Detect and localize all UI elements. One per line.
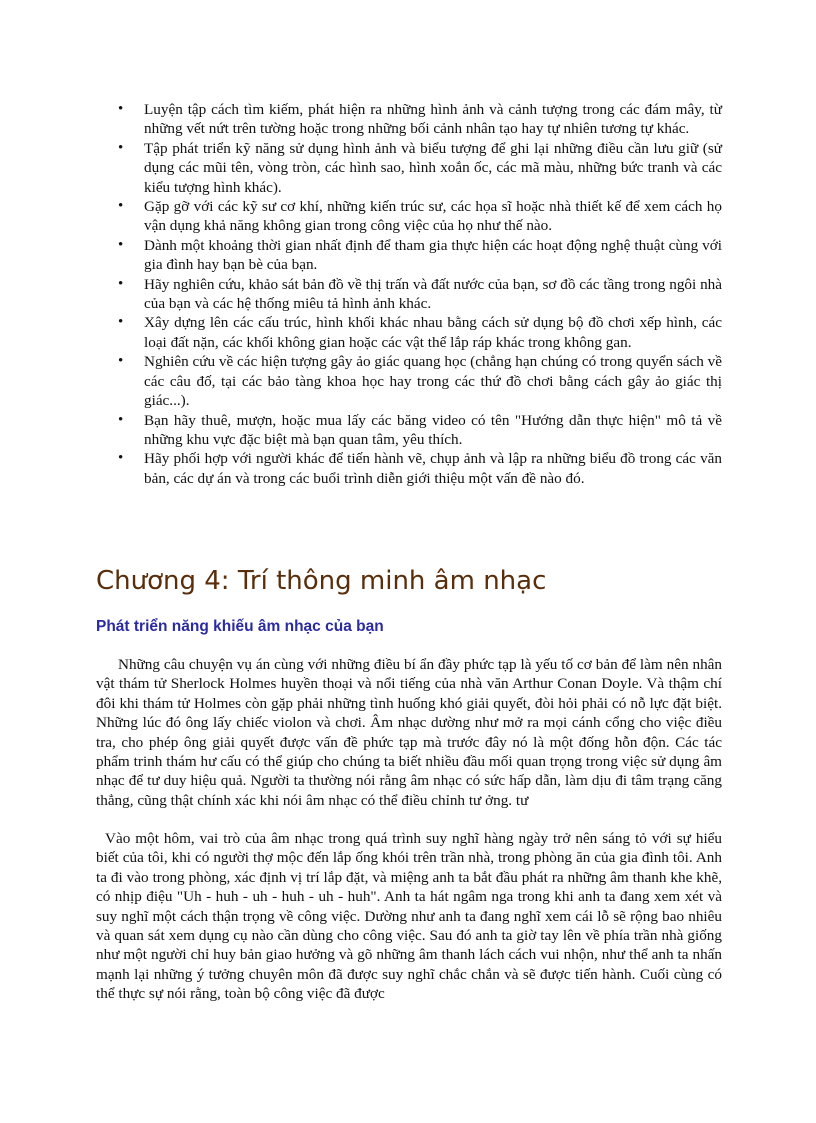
bullet-item: • Nghiên cứu về các hiện tượng gây ảo giác quang học (chẳng hạn chúng có trong quyển sách về các câu đố, tại các bảo tàng khoa học hay trong các thứ đồ chơi bằng cách gây ảo giác thị giác...). <box>118 352 722 410</box>
bullet-item: • Gặp gỡ với các kỹ sư cơ khí, những kiến trúc sư, các họa sĩ hoặc nhà thiết kế để xem cách họ vận dụng khả năng không gian trong công việc của họ như thế nào. <box>118 197 722 236</box>
tips-bullet-list <box>118 100 722 488</box>
bullet-item: • Hãy nghiên cứu, khảo sát bản đồ về thị trấn và đất nước của bạn, sơ đồ các tầng trong ngôi nhà của bạn và các hệ thống miêu tả hình ảnh khác. <box>118 275 722 314</box>
bullet-item: • Luyện tập cách tìm kiếm, phát hiện ra những hình ảnh và cảnh tượng trong các đám mây, từ những vết nứt trên tường hoặc trong những bối cảnh nhân tạo hay tự nhiên tương tự khác. <box>118 100 722 139</box>
bullet-item: • Hãy phối hợp với người khác để tiến hành vẽ, chụp ảnh và lập ra những biểu đồ trong các văn bản, các dự án và trong các buổi trình diễn giới thiệu một vấn đề nào đó. <box>118 449 722 488</box>
bullet-item: • Tập phát triển kỹ năng sử dụng hình ảnh và biểu tượng để ghi lại những điều cần lưu giữ (sử dụng các mũi tên, vòng tròn, các hình sao, hình xoắn ốc, các mã màu, những bức tranh và các kiểu tượng hình khác). <box>118 139 722 197</box>
chapter-title: Chương 4: Trí thông minh âm nhạc <box>96 566 547 596</box>
section-title: Phát triển năng khiếu âm nhạc của bạn <box>96 618 384 635</box>
bullet-item: • Bạn hãy thuê, mượn, hoặc mua lấy các băng video có tên "Hướng dẫn thực hiện" mô tả về những khu vực đặc biệt mà bạn quan tâm, yêu thích. <box>118 411 722 450</box>
bullet-item: • Dành một khoảng thời gian nhất định để tham gia thực hiện các hoạt động nghệ thuật cùng với gia đình hay bạn bè của bạn. <box>118 236 722 275</box>
body-paragraph: Vào một hôm, vai trò của âm nhạc trong quá trình suy nghĩ hàng ngày trở nên sáng tỏ với sự hiểu biết của tôi, khi có người thợ mộc đến lắp ống khói trên trần nhà, trong phòng ăn của gia đình tôi. Anh ta đi vào trong phòng, xác định vị trí lắp đặt, và miệng anh ta bắt đầu phát ra những âm thanh khe khẽ, có nhịp điệu "Uh - huh - uh - huh - uh - huh". Anh ta hát ngâm nga trong khi anh ta đang xem xét và suy nghĩ một cách thận trọng về công việc. Dường như anh ta đang nghĩ xem cái lỗ sẽ rộng bao nhiêu và quan sát xem dụng cụ nào cần dùng cho công việc. Sau đó anh ta giờ tay lên về phía trần nhà giống như một người chỉ huy bản giao hưởng và gõ những âm thanh lách cách vui nhộn, như thể anh ta nhấn mạnh lại những ý tưởng chuyên môn đã được suy nghĩ chắc chắn và sẽ được tiến hành. Cuối cùng có thể thực sự nói rằng, toàn bộ công việc đã được <box>96 830 722 1003</box>
body-paragraph: Những câu chuyện vụ án cùng với những điều bí ẩn đầy phức tạp là yếu tố cơ bản để làm nên nhân vật thám tử Sherlock Holmes huyền thoại và nổi tiếng của nhà văn Arthur Conan Doyle. Và thậm chí đôi khi thám tử Holmes còn gặp phải những tình huống khó giải quyết, đòi hỏi phải có nỗ lực đặt biệt. Những lúc đó ông lấy chiếc violon và chơi. Âm nhạc dường như mở ra mọi cánh cổng cho việc điều tra, cho phép ông giải quyết được vấn đề phức tạp mà trước đây nó là một đống hỗn độn. Các tác phẩm trinh thám hư cấu có thể giúp cho chúng ta biết nhiều đầu mối quan trọng trong việc sử dụng âm nhạc để tư duy hiệu quả. Người ta thường nói rằng âm nhạc có sức hấp dẫn, làm dịu đi tâm trạng căng thẳng, cũng thật chính xác khi nói âm nhạc có thể điều chỉnh tư ởng. tư <box>96 656 722 809</box>
bullet-item: • Xây dựng lên các cấu trúc, hình khối khác nhau bằng cách sử dụng bộ đồ chơi xếp hình, các loại đất nặn, các khối không gian hoặc các vật thể lắp ráp khác trong không gan. <box>118 313 722 352</box>
